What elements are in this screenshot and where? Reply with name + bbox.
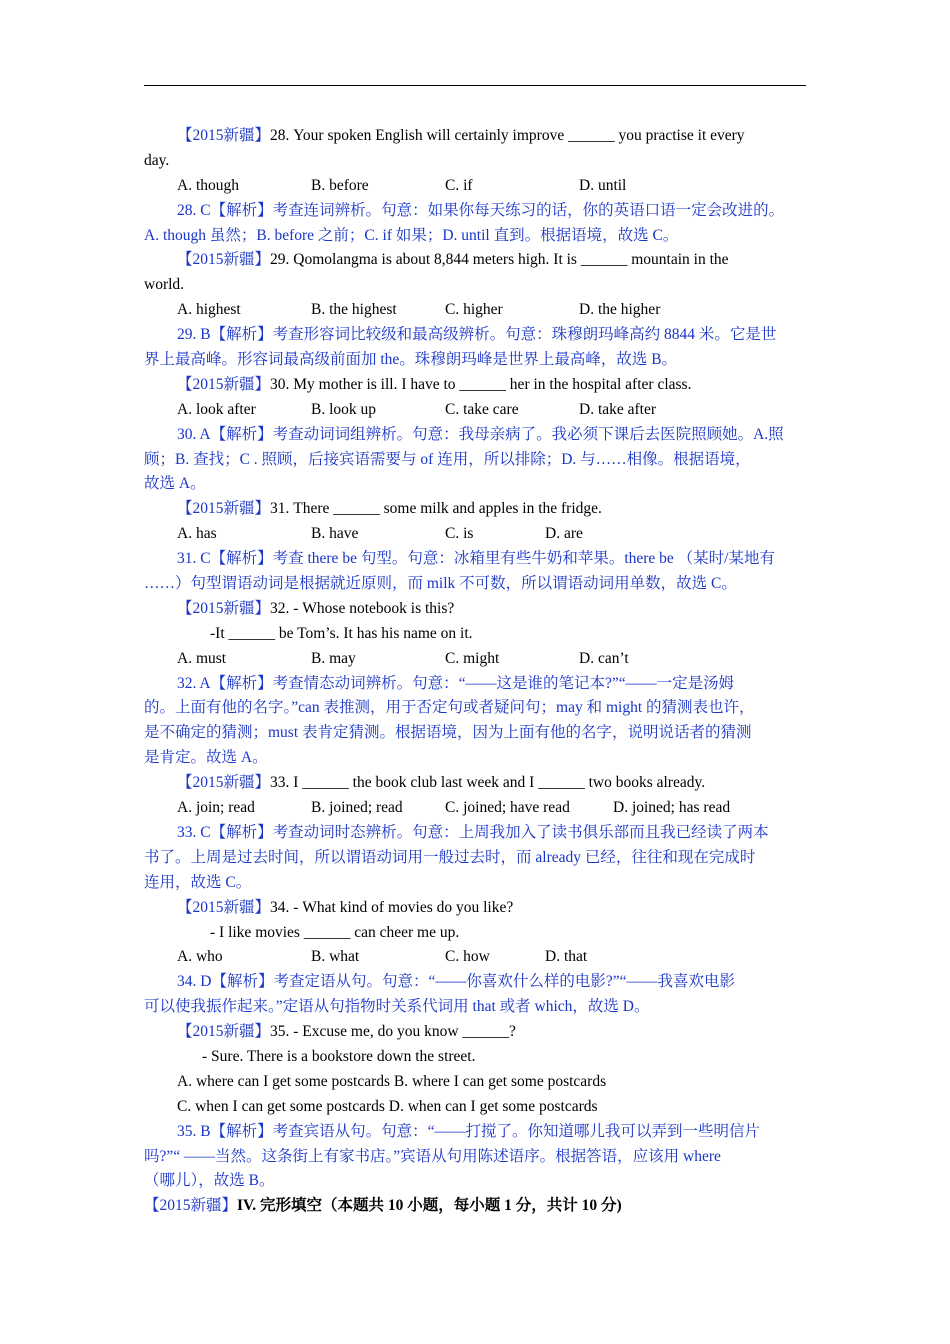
option-b: B. what <box>311 948 360 966</box>
explanation-32: 32. A【解析】考查情态动词辨析。句意：“——这是谁的笔记本?”“——一定是汤姆 <box>177 674 735 692</box>
explanation-35: 35. B【解析】考查宾语从句。句意：“——打搅了。你知道哪儿我可以弄到一些明信片 <box>177 1122 760 1140</box>
option-d: D. take after <box>579 400 657 418</box>
explanation-30-cont: 故选 A。 <box>144 475 206 493</box>
options-32 <box>144 647 808 672</box>
explanation-33-cont: 连用，故选 C。 <box>144 873 252 891</box>
options-31 <box>144 522 808 547</box>
explanation-33-cont: 书了。上周是过去时间，所以谓语动词用一般过去时，而 already 已经，往往和现在完成时 <box>144 848 756 866</box>
option-a: A. who <box>177 948 223 966</box>
question-29 <box>144 248 808 273</box>
option-c: C. higher <box>445 301 503 319</box>
option-a: A. must <box>177 649 227 667</box>
source-tag: 【2015新疆】 <box>177 898 271 916</box>
option-c: C. is <box>445 525 474 543</box>
option-a: A. look after <box>177 400 256 418</box>
explanation-28-cont: A. though 虽然；B. before 之前；C. if 如果；D. until 直到。根据语境，故选 C。 <box>144 226 679 244</box>
question-text: 29. Qomolangma is about 8,844 meters high. It is ______ mountain in the <box>270 251 729 269</box>
document-body <box>144 124 808 1219</box>
options-29 <box>144 298 808 323</box>
question-text-cont: day. <box>144 151 170 169</box>
question-text: 31. There ______ some milk and apples in the fridge. <box>270 500 602 518</box>
question-text-cont: -It ______ be Tom’s. It has his name on it. <box>210 624 473 642</box>
question-32 <box>144 597 808 622</box>
options-30 <box>144 398 808 423</box>
option-c: C. take care <box>445 400 519 418</box>
option-d: D. that <box>545 948 588 966</box>
explanation-29-cont: 界上最高峰。形容词最高级前面加 the。珠穆朗玛峰是世界上最高峰，故选 B。 <box>144 351 678 369</box>
explanation-32-cont: 的。上面有他的名字。”can 表推测，用于否定句或者疑问句；may 和 might 的猜测表也许， <box>144 699 755 717</box>
options-35-ab: A. where can I get some postcards B. where I can get some postcards <box>177 1072 607 1090</box>
question-text: 28. Your spoken English will certainly improve ______ you practise it every <box>270 127 745 144</box>
section-title: IV. 完形填空（本题共 10 小题，每小题 1 分，共计 10 分) <box>237 1197 622 1215</box>
explanation-33: 33. C【解析】考查动词时态辨析。句意：上周我加入了读书俱乐部而且我已经读了两本 <box>177 823 769 841</box>
question-33 <box>144 771 808 796</box>
question-text: 34. - What kind of movies do you like? <box>270 898 514 916</box>
option-c: C. joined; have read <box>445 799 570 817</box>
header-rule <box>144 85 806 86</box>
option-c: C. might <box>445 649 500 667</box>
option-a: A. has <box>177 525 217 543</box>
explanation-34: 34. D【解析】考查定语从句。句意：“——你喜欢什么样的电影?”“——我喜欢电影 <box>177 973 735 991</box>
explanation-32-cont: 是肯定。故选 A。 <box>144 749 268 767</box>
option-d: D. are <box>545 525 583 543</box>
question-text: 33. I ______ the book club last week and I ______ two books already. <box>270 774 706 792</box>
options-34 <box>144 945 808 970</box>
explanation-35-cont: 吗?”“ ——当然。这条街上有家书店。”宾语从句用陈述语序。根据答语，应该用 where <box>144 1147 721 1165</box>
source-tag: 【2015新疆】 <box>177 251 271 269</box>
question-31 <box>144 497 808 522</box>
option-d: D. the higher <box>579 301 661 319</box>
option-c: C. if <box>445 176 473 194</box>
question-30 <box>144 373 808 398</box>
question-text-cont: - Sure. There is a bookstore down the street. <box>202 1047 476 1065</box>
question-28 <box>144 124 808 149</box>
options-35-cd: C. when I can get some postcards D. when can I get some postcards <box>177 1097 598 1115</box>
question-34 <box>144 896 808 921</box>
question-text-cont: world. <box>144 276 185 294</box>
source-tag: 【2015新疆】 <box>177 500 271 518</box>
option-b: B. the highest <box>311 301 397 319</box>
question-text: 35. - Excuse me, do you know ______? <box>270 1023 516 1041</box>
question-text: 30. My mother is ill. I have to ______ her in the hospital after class. <box>270 375 692 393</box>
source-tag: 【2015新疆】 <box>177 599 271 617</box>
option-d: D. until <box>579 176 627 194</box>
explanation-30: 30. A【解析】考查动词词组辨析。句意：我母亲病了。我必须下课后去医院照顾她。A.照 <box>177 425 784 443</box>
option-c: C. how <box>445 948 490 966</box>
options-33 <box>144 796 808 821</box>
explanation-34-cont: 可以使我振作起来。”定语从句指物时关系代词用 that 或者 which，故选 D。 <box>144 998 650 1016</box>
option-a: A. highest <box>177 301 241 319</box>
options-28 <box>144 174 808 199</box>
option-d: D. can’t <box>579 649 629 667</box>
explanation-28: 28. C【解析】考查连词辨析。句意：如果你每天练习的话，你的英语口语一定会改进的。 <box>177 201 785 219</box>
explanation-29: 29. B【解析】考查形容词比较级和最高级辨析。句意：珠穆朗玛峰高约 8844 米。它是世 <box>177 326 777 344</box>
question-text: 32. - Whose notebook is this? <box>270 599 455 617</box>
option-d: D. joined; has read <box>613 799 731 817</box>
explanation-32-cont: 是不确定的猜测；must 表肯定猜测。根据语境，因为上面有他的名字，说明说话者的猜测 <box>144 724 752 742</box>
option-b: B. joined; read <box>311 799 403 817</box>
option-a: A. join; read <box>177 799 255 817</box>
section-heading <box>144 1194 808 1219</box>
option-a: A. though <box>177 176 239 194</box>
source-tag: 【2015新疆】 <box>177 1023 271 1041</box>
question-35 <box>144 1020 808 1045</box>
explanation-31: 31. C【解析】考查 there be 句型。句意：冰箱里有些牛奶和苹果。there be （某时/某地有 <box>177 550 775 568</box>
option-b: B. look up <box>311 400 377 418</box>
option-b: B. may <box>311 649 356 667</box>
question-text-cont: - I like movies ______ can cheer me up. <box>210 923 460 941</box>
explanation-35-cont: （哪儿），故选 B。 <box>144 1172 275 1190</box>
source-tag: 【2015新疆】 <box>177 774 271 792</box>
source-tag: 【2015新疆】 <box>177 127 271 144</box>
source-tag: 【2015新疆】 <box>144 1197 238 1215</box>
option-b: B. have <box>311 525 359 543</box>
explanation-30-cont: 顾；B. 查找；C . 照顾，后接宾语需要与 of 连用，所以排除；D. 与……相像。根据语境， <box>144 450 751 468</box>
source-tag: 【2015新疆】 <box>177 375 271 393</box>
explanation-31-cont: ……）句型谓语动词是根据就近原则，而 milk 不可数，所以谓语动词用单数，故选 C。 <box>144 575 737 593</box>
option-b: B. before <box>311 176 369 194</box>
